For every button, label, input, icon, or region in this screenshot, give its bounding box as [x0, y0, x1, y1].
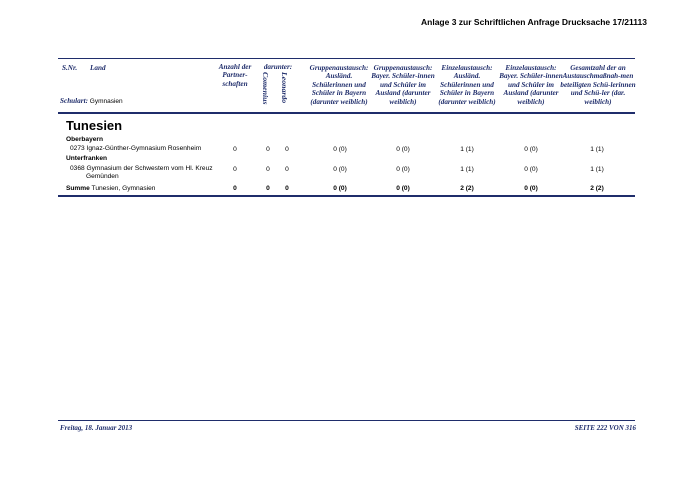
sum-c1: 0 (0) [333, 185, 347, 192]
cell-leonardo: 0 [285, 166, 289, 173]
header-col1: Gruppenaustausch: Ausländ. Schülerinnen und Schüler in Bayern (darunter weiblich) [309, 64, 369, 106]
cell-leonardo: 0 [285, 146, 289, 153]
country-heading: Tunesien [66, 118, 123, 133]
footer-date: Freitag, 18. Januar 2013 [60, 424, 133, 432]
footer-rule [58, 420, 635, 421]
cell-comenius: 0 [266, 166, 270, 173]
cell-c2: 0 (0) [396, 166, 410, 173]
cell-c4: 0 (0) [524, 146, 538, 153]
summary-text: Tunesien, Gymnasien [91, 185, 156, 192]
school-name-cont: Gemünden [86, 173, 119, 180]
sum-comenius: 0 [266, 185, 270, 192]
cell-c3: 1 (1) [460, 166, 474, 173]
header-col4: Einzelaustausch: Bayer. Schüler-innen und Schüler im Ausland (darunter weiblich) [499, 64, 563, 106]
school-name: 0273 Ignaz-Günther-Gymnasium Rosenheim [70, 145, 202, 152]
sum-c2: 0 (0) [396, 185, 410, 192]
header-leonardo: Leonardo [280, 72, 289, 104]
cell-c5: 1 (1) [590, 166, 604, 173]
sum-c3: 2 (2) [460, 185, 474, 192]
header-col2: Gruppenaustausch: Bayer. Schüler-innen und Schüler im Ausland (darunter weiblich) [371, 64, 435, 106]
cell-c1: 0 (0) [333, 166, 347, 173]
footer-page-number: SEITE 222 VON 316 [574, 424, 636, 432]
schulart-label: Schulart: [60, 97, 88, 105]
sum-c5: 2 (2) [590, 185, 604, 192]
cell-c4: 0 (0) [524, 166, 538, 173]
summary-label-group [66, 185, 155, 193]
cell-c1: 0 (0) [333, 146, 347, 153]
header-land: Land [90, 64, 106, 72]
header-anzahl: Anzahl der Partner-schaften [218, 63, 252, 88]
summary-rule [58, 195, 635, 197]
header-comenius: Comenius [261, 72, 270, 105]
header-col3: Einzelaustausch: Ausländ. Schülerinnen und Schüler in Bayern (darunter weiblich) [438, 64, 496, 106]
header-bottom-rule [58, 112, 635, 114]
cell-c2: 0 (0) [396, 146, 410, 153]
summary-label: Summe [66, 185, 90, 192]
cell-anzahl: 0 [233, 166, 237, 173]
sum-leonardo: 0 [285, 185, 289, 192]
region-name: Unterfranken [66, 155, 108, 162]
header-darunter: darunter: [263, 63, 293, 71]
header-top-rule [58, 58, 635, 59]
header-schulart [60, 97, 123, 106]
cell-c5: 1 (1) [590, 146, 604, 153]
region-name: Oberbayern [66, 136, 104, 143]
schulart-value: Gymnasien [89, 98, 123, 105]
cell-c3: 1 (1) [460, 146, 474, 153]
header-snr: S.Nr. [62, 64, 78, 72]
document-title: Anlage 3 zur Schriftlichen Anfrage Drucksache 17/21113 [421, 17, 647, 27]
cell-anzahl: 0 [233, 146, 237, 153]
header-col5: Gesamtzahl der an Austauschmaßnah-men beteiligten Schü-lerinnen und Schü-ler (dar. weiblich) [560, 64, 636, 106]
sum-anzahl: 0 [233, 185, 237, 192]
school-name: 0368 Gymnasium der Schwestern vom Hl. Kreuz [70, 165, 213, 172]
sum-c4: 0 (0) [524, 185, 538, 192]
cell-comenius: 0 [266, 146, 270, 153]
